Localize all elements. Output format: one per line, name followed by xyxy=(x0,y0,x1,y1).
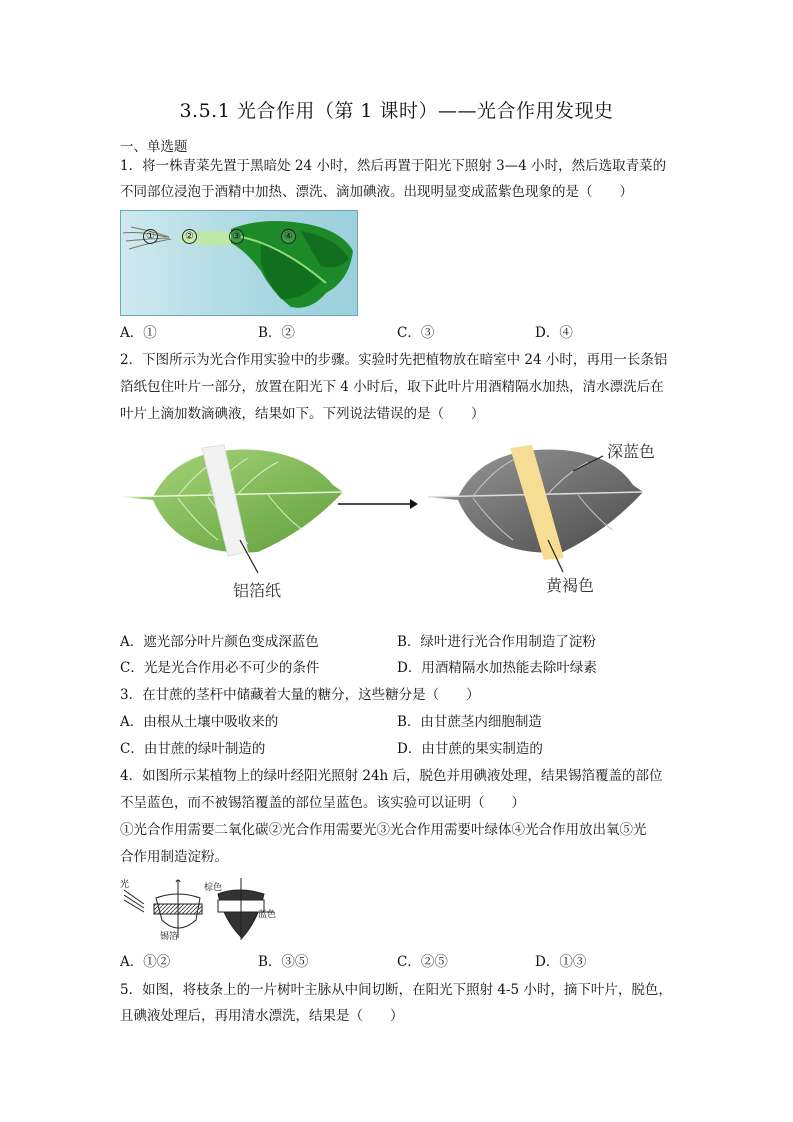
q3-option-d[interactable]: D．由甘蔗的果实制造的 xyxy=(397,741,543,757)
label-tin-foil: 锡箔 xyxy=(160,932,179,942)
q3-option-b[interactable]: B．由甘蔗茎内细胞制造 xyxy=(397,714,542,730)
marker-3: ③ xyxy=(229,229,244,244)
q1-text-line2: 不同部位浸泡于酒精中加热、漂洗、滴加碘液。出现明显变成蓝紫色现象的是（ ） xyxy=(120,184,633,200)
label-brown: 棕色 xyxy=(204,883,223,893)
q2-option-c[interactable]: C．光是光合作用必不可少的条件 xyxy=(120,660,320,676)
q2-text-line3: 叶片上滴加数滴碘液，结果如下。下列说法错误的是（ ） xyxy=(120,406,485,422)
label-blue: 蓝色 xyxy=(258,910,277,920)
q4-text-line3: ①光合作用需要二氧化碳②光合作用需要光③光合作用需要叶绿体④光合作用放出氧⑤光 xyxy=(120,822,647,838)
label-aluminum-foil: 铝箔纸 xyxy=(233,581,282,600)
marker-2: ② xyxy=(182,229,197,244)
q1-option-a[interactable]: A．① xyxy=(120,325,157,341)
q4-option-a[interactable]: A．①② xyxy=(120,954,171,970)
marker-1: ① xyxy=(143,229,158,244)
q2-option-a[interactable]: A．遮光部分叶片颜色变成深蓝色 xyxy=(120,634,319,650)
q4-option-d[interactable]: D．①③ xyxy=(535,954,587,970)
q3-option-c[interactable]: C．由甘蔗的绿叶制造的 xyxy=(120,741,266,757)
q2-text-line1: 2．下图所示为光合作用实验中的步骤。实验时先把植物放在暗室中 24 小时，再用一长条铝 xyxy=(120,352,668,368)
q3-text-line1: 3．在甘蔗的茎杆中储藏着大量的糖分，这些糖分是（ ） xyxy=(120,687,480,703)
q3-option-a[interactable]: A．由根从土壤中吸收来的 xyxy=(120,714,279,730)
q2-text-line2: 箔纸包住叶片一部分，放置在阳光下 4 小时后，取下此叶片用酒精隔水加热，清水漂洗后在 xyxy=(120,379,664,395)
page-title: 3.5.1 光合作用（第 1 课时）——光合作用发现史 xyxy=(179,100,614,122)
q2-option-d[interactable]: D．用酒精隔水加热能去除叶绿素 xyxy=(397,660,597,676)
q4-text-line2: 不呈蓝色，而不被锡箔覆盖的部位呈蓝色。该实验可以证明（ ） xyxy=(120,795,525,811)
q1-option-b[interactable]: B．② xyxy=(258,325,295,341)
q1-option-d[interactable]: D．④ xyxy=(535,325,573,341)
q1-vegetable-photo xyxy=(120,210,358,316)
section-heading: 一、单选题 xyxy=(120,139,188,155)
label-yellow-brown: 黄褐色 xyxy=(546,576,595,595)
q1-text-line1: 1．将一株青菜先置于黑暗处 24 小时，然后再置于阳光下照射 3—4 小时，然后选取青菜的 xyxy=(120,158,667,174)
label-dark-blue: 深蓝色 xyxy=(607,442,656,461)
q4-option-c[interactable]: C．②⑤ xyxy=(397,954,448,970)
q4-option-b[interactable]: B．③⑤ xyxy=(258,954,309,970)
q4-text-line1: 4．如图所示某植物上的绿叶经阳光照射 24h 后，脱色并用碘液处理，结果锡箔覆盖的部位 xyxy=(120,768,663,784)
q5-text-line2: 且碘液处理后，再用清水漂洗，结果是（ ） xyxy=(120,1008,404,1024)
q4-text-line4: 合作用制造淀粉。 xyxy=(120,849,228,865)
q5-text-line1: 5．如图，将枝条上的一片树叶主脉从中间切断，在阳光下照射 4-5 小时，摘下叶片，脱色， xyxy=(120,982,672,998)
label-light: 光 xyxy=(120,880,130,890)
marker-4: ④ xyxy=(281,229,296,244)
q2-option-b[interactable]: B．绿叶进行光合作用制造了淀粉 xyxy=(397,634,596,650)
q1-option-c[interactable]: C．③ xyxy=(397,325,435,341)
